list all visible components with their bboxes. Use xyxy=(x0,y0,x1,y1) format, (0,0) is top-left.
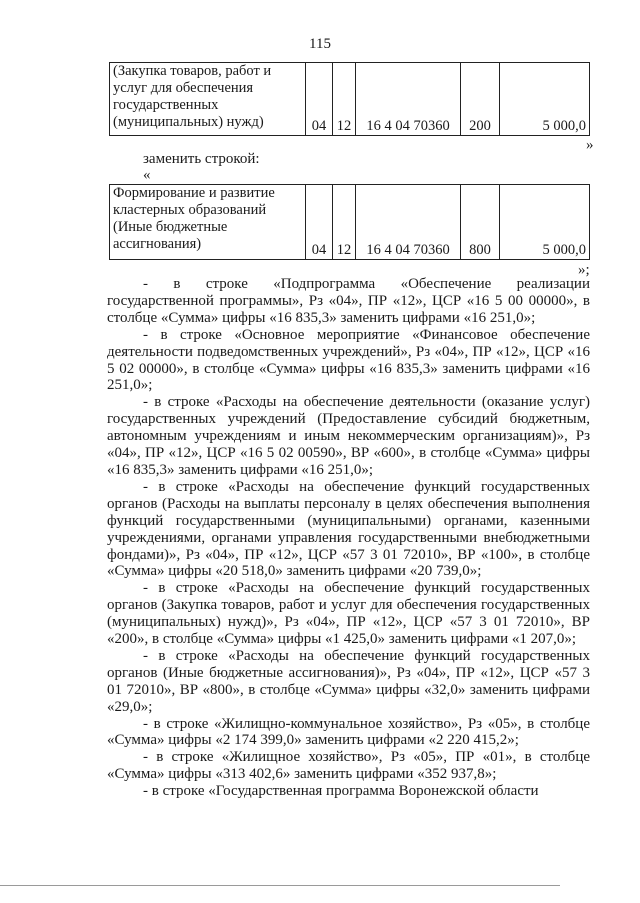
closing-quote-semicolon: »; xyxy=(578,262,590,278)
csr-cell: 16 4 04 70360 xyxy=(356,185,461,260)
csr-cell: 16 4 04 70360 xyxy=(356,63,461,136)
row-name-cell: (Закупка товаров, работ и услуг для обеспечения государственных (муниципальных) нужд) xyxy=(110,63,306,136)
opening-quote: « xyxy=(143,167,151,183)
amendment-list xyxy=(107,276,590,800)
amendment-paragraph: - в строке «Жилищное хозяйство», Рз «05», ПР «01», в столбце «Сумма» цифры «313 402,6» заменить цифрами «352 937,8»; xyxy=(107,749,590,783)
amendment-paragraph: - в строке «Жилищно-коммунальное хозяйство», Рз «05», в столбце «Сумма» цифры «2 174 399,0» заменить цифрами «2 220 415,2»; xyxy=(107,715,590,749)
sum-cell: 5 000,0 xyxy=(500,63,590,136)
amendment-paragraph: - в строке «Расходы на обеспечение деятельности (оказание услуг) государственных учреждений (Предоставление субсидий бюджетным, автономным учреждениям и иным некоммерческим организациям)», Рз «04», ПР «12», ЦСР «16 5 02 00590», ВР «600», в столбце «Сумма» цифры «16 835,3» заменить цифрами «16 251,0»; xyxy=(107,394,590,478)
row-name-cell: Формирование и развитие кластерных образований (Иные бюджетные ассигнования) xyxy=(110,185,306,260)
pr-cell: 12 xyxy=(333,63,356,136)
pr-cell: 12 xyxy=(333,185,356,260)
sum-cell: 5 000,0 xyxy=(500,185,590,260)
page-number: 115 xyxy=(309,36,331,52)
amendment-paragraph: - в строке «Расходы на обеспечение функций государственных органов (Расходы на выплаты персоналу в целях обеспечения выполнения функций государственными (муниципальными) органами, казенными учреждениями, органами управления государственными внебюджетными фондами)», Рз «04», ПР «12», ЦСР «57 3 01 72010», ВР «100», в столбце «Сумма» цифры «20 518,0» заменить цифрами «20 739,0»; xyxy=(107,478,590,580)
table-row xyxy=(110,185,590,260)
budget-table-new-row xyxy=(109,184,590,260)
amendment-paragraph: - в строке «Основное мероприятие «Финансовое обеспечение деятельности подведомственных учреждений», Рз «04», ПР «12», ЦСР «16 5 02 00000», в столбце «Сумма» цифры «16 835,3» заменить цифрами «16 251,0»; xyxy=(107,326,590,394)
vr-cell: 200 xyxy=(461,63,500,136)
rz-cell: 04 xyxy=(306,185,333,260)
page-bottom-edge-line xyxy=(0,885,560,886)
closing-quote: » xyxy=(586,137,594,153)
amendment-paragraph: - в строке «Расходы на обеспечение функций государственных органов (Иные бюджетные ассигнования)», Рз «04», ПР «12», ЦСР «57 3 01 72010», ВР «800», в столбце «Сумма» цифры «32,0» заменить цифрами «29,0»; xyxy=(107,647,590,715)
amendment-paragraph: - в строке «Расходы на обеспечение функций государственных органов (Закупка товаров, работ и услуг для обеспечения государственных (муниципальных) нужд)», Рз «04», ПР «12», ЦСР «57 3 01 72010», ВР «200», в столбце «Сумма» цифры «1 425,0» заменить цифрами «1 207,0»; xyxy=(107,580,590,648)
rz-cell: 04 xyxy=(306,63,333,136)
replace-instruction: заменить строкой: xyxy=(143,151,260,167)
amendment-paragraph: - в строке «Подпрограмма «Обеспечение реализации государственной программы», Рз «04», ПР «12», ЦСР «16 5 00 00000», в столбце «Сумма» цифры «16 835,3» заменить цифрами «16 251,0»; xyxy=(107,276,590,326)
vr-cell: 800 xyxy=(461,185,500,260)
amendment-paragraph: - в строке «Государственная программа Воронежской области xyxy=(143,783,539,800)
budget-table-old-row xyxy=(109,62,590,136)
table-row xyxy=(110,63,590,136)
